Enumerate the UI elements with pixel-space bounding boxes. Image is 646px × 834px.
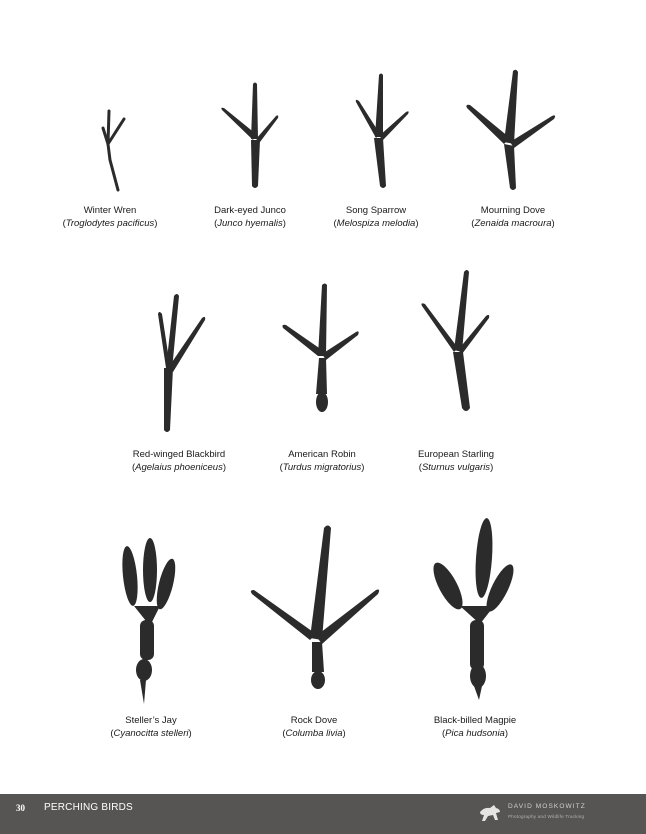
section-title: PERCHING BIRDS (44, 802, 133, 813)
dark-eyed-junco-track-icon (218, 82, 282, 194)
caption-dark-eyed-junco: Dark-eyed Junco (Junco hyemalis) (165, 204, 335, 230)
black-billed-magpie-track-icon (424, 508, 524, 704)
common-name: American Robin (288, 449, 356, 460)
brand-tagline: Photography and Wildlife Tracking (508, 814, 585, 819)
stellers-jay-track-icon (118, 530, 182, 708)
rock-dove-track-icon (248, 522, 384, 694)
scientific-name: Troglodytes pacificus (65, 218, 155, 229)
track-song-sparrow (350, 72, 414, 194)
caption-stellers-jay: Steller’s Jay (Cyanocitta stelleri) (66, 714, 236, 740)
american-robin-track-icon (280, 282, 364, 414)
running-wolf-icon (478, 802, 502, 824)
track-red-winged-blackbird (148, 292, 212, 436)
common-name: Steller’s Jay (125, 715, 177, 726)
track-dark-eyed-junco (218, 82, 282, 194)
caption-winter-wren: Winter Wren (Troglodytes pacificus) (25, 204, 195, 230)
scientific-name: Columba livia (285, 728, 343, 739)
caption-black-billed-magpie: Black-billed Magpie (Pica hudsonia) (390, 714, 560, 740)
caption-red-winged-blackbird: Red-winged Blackbird (Agelaius phoeniceus) (94, 448, 264, 474)
european-starling-track-icon (416, 268, 500, 416)
scientific-name: Turdus migratorius (282, 462, 362, 473)
common-name: Dark-eyed Junco (214, 205, 286, 216)
caption-american-robin: American Robin (Turdus migratorius) (237, 448, 407, 474)
track-mourning-dove (464, 68, 560, 196)
brand-name: DAVID MOSKOWITZ (508, 803, 586, 810)
winter-wren-track-icon (88, 104, 132, 196)
track-winter-wren (88, 104, 132, 196)
caption-mourning-dove: Mourning Dove (Zenaida macroura) (428, 204, 598, 230)
common-name: Song Sparrow (345, 205, 407, 216)
common-name: Red-winged Blackbird (132, 449, 226, 460)
song-sparrow-track-icon (350, 72, 414, 194)
common-name: Black-billed Magpie (433, 715, 517, 726)
scientific-name: Zenaida macroura (474, 218, 552, 229)
mourning-dove-track-icon (464, 68, 560, 196)
brand-mark (478, 800, 638, 830)
scientific-name: Sturnus vulgaris (421, 462, 491, 473)
track-stellers-jay (118, 530, 182, 708)
common-name: European Starling (417, 449, 495, 460)
scientific-name: Melospiza melodia (336, 218, 416, 229)
caption-european-starling: European Starling (Sturnus vulgaris) (371, 448, 541, 474)
track-black-billed-magpie (424, 508, 524, 704)
scientific-name: Pica hudsonia (445, 728, 505, 739)
scientific-name: Cyanocitta stelleri (113, 728, 189, 739)
common-name: Rock Dove (290, 715, 338, 726)
track-rock-dove (248, 522, 384, 694)
page-number: 30 (16, 803, 25, 813)
common-name: Mourning Dove (480, 205, 546, 216)
track-european-starling (416, 268, 500, 416)
caption-rock-dove: Rock Dove (Columba livia) (229, 714, 399, 740)
scientific-name: Junco hyemalis (217, 218, 283, 229)
track-american-robin (280, 282, 364, 414)
page-footer (0, 794, 646, 834)
common-name: Winter Wren (83, 205, 137, 216)
caption-song-sparrow: Song Sparrow (Melospiza melodia) (291, 204, 461, 230)
scientific-name: Agelaius phoeniceus (135, 462, 223, 473)
red-winged-blackbird-track-icon (148, 292, 212, 436)
